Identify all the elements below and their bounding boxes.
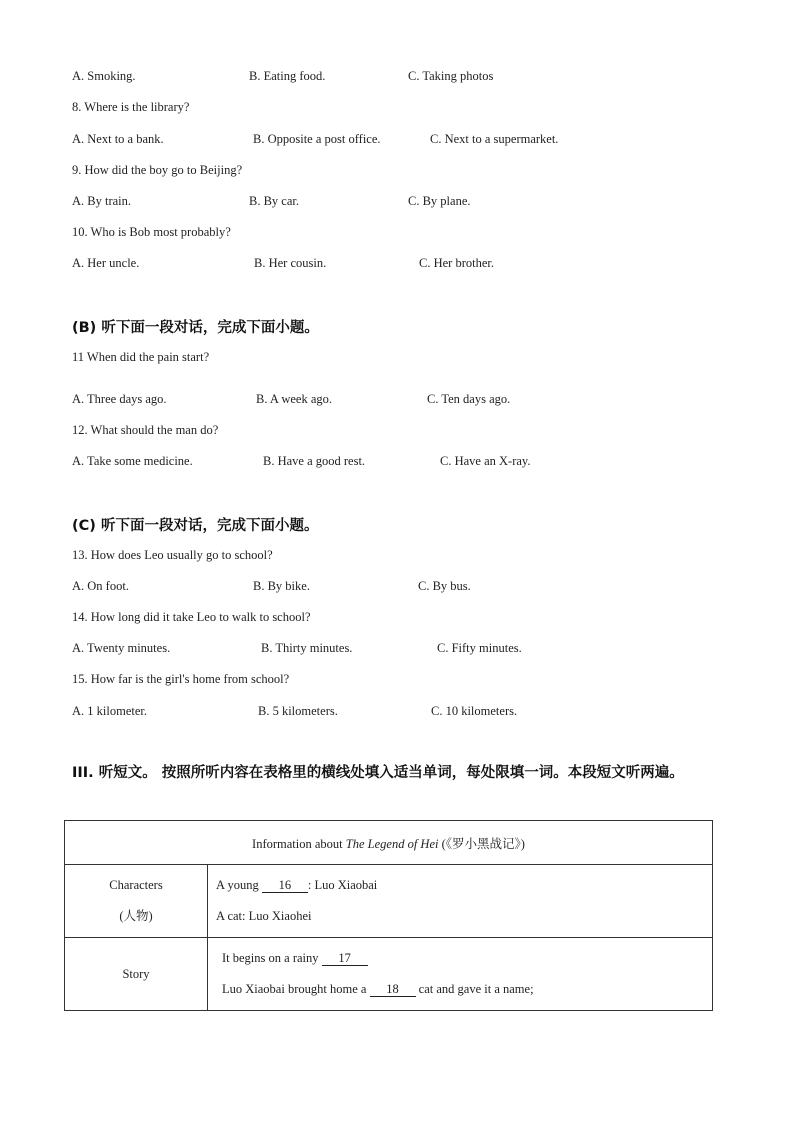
characters-chinese-label: (人物) <box>119 909 153 923</box>
q11-option-c: C. Ten days ago. <box>427 392 511 406</box>
q10-option-b: B. Her cousin. <box>254 256 327 270</box>
q11-option-a: A. Three days ago. <box>72 392 167 406</box>
characters-label-cell <box>65 865 208 938</box>
blank-17[interactable]: 17 <box>322 951 368 966</box>
story-line-2-prefix: Luo Xiaobai brought home a <box>222 982 370 996</box>
character-line-1 <box>216 870 711 901</box>
q13-option-b: B. By bike. <box>253 579 310 593</box>
table-header-chinese-title: (《罗小黑战记》) <box>438 836 525 851</box>
story-line-1-prefix: It begins on a rainy <box>222 951 322 965</box>
q14-option-c: C. Fifty minutes. <box>437 641 522 655</box>
table-header-prefix: Information about <box>252 836 346 851</box>
story-label: Story <box>65 938 208 1011</box>
q13-option-a: A. On foot. <box>72 579 129 593</box>
section-iii-instructions: III. 听短文。 按照所听内容在表格里的横线处填入适当单词，每处限填一词。本段短文听两遍。 <box>72 765 684 781</box>
blank-18[interactable]: 18 <box>370 982 416 997</box>
question-9: 9. How did the boy go to Beijing? <box>72 163 243 177</box>
q9-option-c: C. By plane. <box>408 194 471 208</box>
q14-option-a: A. Twenty minutes. <box>72 641 171 655</box>
q7-option-b: B. Eating food. <box>249 69 326 83</box>
question-11: 11 When did the pain start? <box>72 350 210 364</box>
question-10: 10. Who is Bob most probably? <box>72 225 231 239</box>
q15-option-a: A. 1 kilometer. <box>72 704 147 718</box>
characters-content <box>208 865 713 938</box>
blank-16[interactable]: 16 <box>262 878 308 893</box>
q9-option-b: B. By car. <box>249 194 299 208</box>
information-table <box>64 820 713 1011</box>
q15-option-b: B. 5 kilometers. <box>258 704 338 718</box>
question-14: 14. How long did it take Leo to walk to school? <box>72 610 311 624</box>
q8-option-c: C. Next to a supermarket. <box>430 132 559 146</box>
film-title: The Legend of Hei <box>345 836 439 851</box>
question-15: 15. How far is the girl's home from school? <box>72 672 290 686</box>
q12-option-b: B. Have a good rest. <box>263 454 366 468</box>
q14-option-b: B. Thirty minutes. <box>261 641 353 655</box>
question-8: 8. Where is the library? <box>72 100 190 114</box>
q12-option-a: A. Take some medicine. <box>72 454 193 468</box>
q15-option-c: C. 10 kilometers. <box>431 704 518 718</box>
q9-option-a: A. By train. <box>72 194 132 208</box>
story-line-2 <box>222 974 711 1005</box>
q7-option-c: C. Taking photos <box>408 69 494 83</box>
q8-option-b: B. Opposite a post office. <box>253 132 381 146</box>
question-12: 12. What should the man do? <box>72 423 219 437</box>
story-content <box>208 938 713 1011</box>
q11-option-b: B. A week ago. <box>256 392 333 406</box>
q12-option-c: C. Have an X-ray. <box>440 454 531 468</box>
character-line-1-prefix: A young <box>216 878 262 892</box>
story-line-2-suffix: cat and gave it a name; <box>415 982 534 996</box>
q10-option-c: C. Her brother. <box>419 256 494 270</box>
table-header <box>65 821 713 865</box>
story-line-1 <box>222 943 711 974</box>
characters-label: Characters <box>109 878 163 892</box>
section-b-heading: (B) 听下面一段对话，完成下面小题。 <box>72 320 319 336</box>
q10-option-a: A. Her uncle. <box>72 256 140 270</box>
q8-option-a: A. Next to a bank. <box>72 132 164 146</box>
character-line-2: A cat: Luo Xiaohei <box>216 909 312 923</box>
question-13: 13. How does Leo usually go to school? <box>72 548 273 562</box>
q13-option-c: C. By bus. <box>418 579 471 593</box>
q7-option-a: A. Smoking. <box>72 69 136 83</box>
character-line-1-suffix: : Luo Xiaobai <box>307 878 378 892</box>
section-c-heading: (C) 听下面一段对话，完成下面小题。 <box>72 518 319 534</box>
